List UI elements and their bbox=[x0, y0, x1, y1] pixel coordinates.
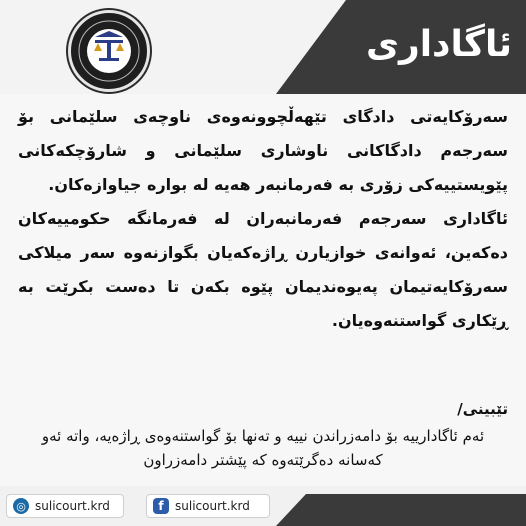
paragraph-1: سەرۆکایەتی دادگای تێهەڵچوونەوەی ناوچەی سلێمانی بۆ سەرجەم دادگاکانی ناوشاری سلێمانی و شارۆچکەکانی پێویستییەکی زۆری بە فەرمانبەر هەیە لە بوارە جیاوازەکان. bbox=[18, 107, 508, 194]
website-link[interactable] bbox=[6, 494, 124, 518]
website-label: sulicourt.krd bbox=[35, 499, 110, 513]
paragraph-2: ئاگاداری سەرجەم فەرمانبەران لە فەرمانگە حکومییەکان دەکەین، ئەوانەی خوازیارن ڕاژەکەیان بگوازنەوە سەر میلاکی سەرۆکایەتیمان پەیوەندیمان پێوە بکەن تا دەست بکرێت بە ڕێکاری گواستنەوەیان. bbox=[18, 209, 508, 330]
note-text: ئەم ئاگادارییە بۆ دامەزراندن نییە و تەنها بۆ گواستنەوەی ڕاژەیە، واتە ئەو کەسانە دەگرێتەوە کە پێشتر دامەزراون bbox=[41, 427, 485, 469]
facebook-link[interactable] bbox=[146, 494, 270, 518]
facebook-label: sulicourt.krd bbox=[175, 499, 250, 513]
scales-icon bbox=[71, 13, 147, 89]
page-title: ئاگاداری bbox=[365, 24, 512, 65]
announcement-body bbox=[18, 100, 508, 338]
note-title: تێبینی/ bbox=[457, 400, 508, 418]
court-logo bbox=[68, 10, 150, 92]
globe-icon: ◎ bbox=[13, 498, 29, 514]
facebook-icon: f bbox=[153, 498, 169, 514]
footer-band bbox=[276, 494, 526, 526]
